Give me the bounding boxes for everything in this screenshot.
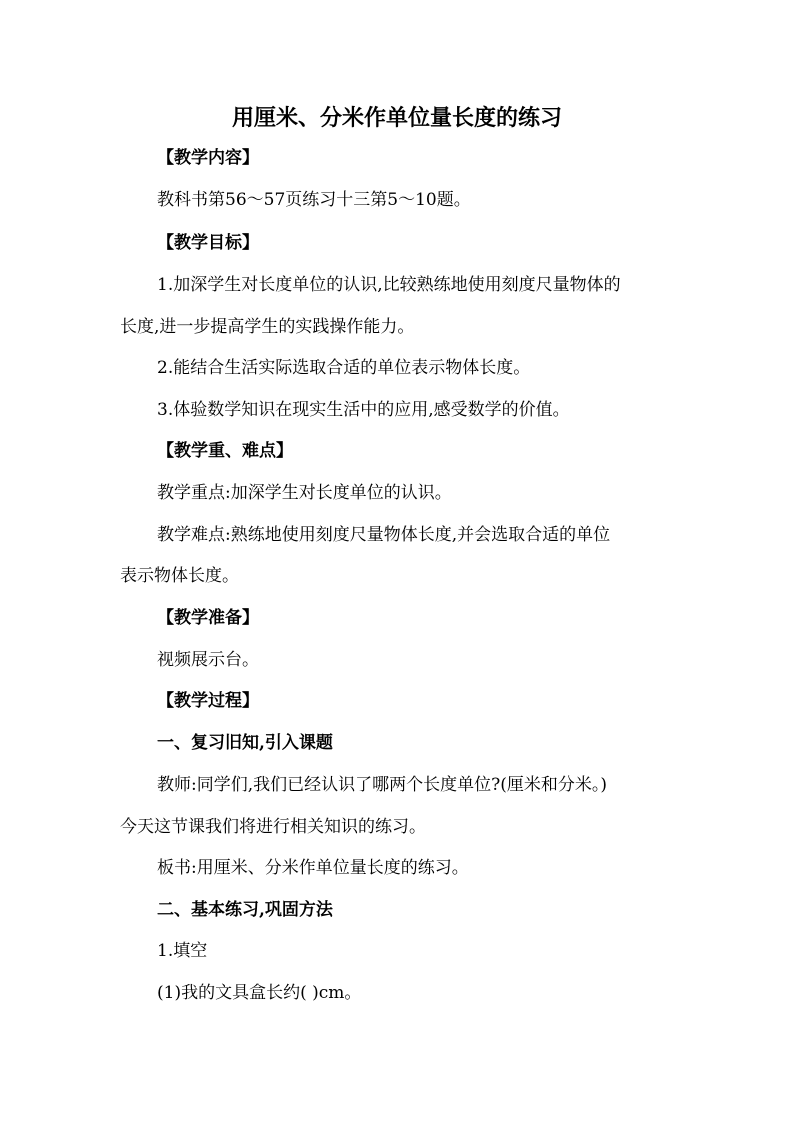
goal-3: 3.体验数学知识在现实生活中的应用,感受数学的价值。 [157,400,570,420]
step-2-heading: 二、基本练习,巩固方法 [157,900,333,920]
section-heading-key-points: 【教学重、难点】 [157,441,293,461]
section-heading-goals: 【教学目标】 [157,233,259,253]
document-title: 用厘米、分米作单位量长度的练习 [231,105,562,131]
exercise-1-heading: 1.填空 [157,941,208,961]
step-1-board: 板书:用厘米、分米作单位量长度的练习。 [157,858,469,878]
preparation-text: 视频展示台。 [157,650,259,670]
section-heading-content: 【教学内容】 [157,148,259,168]
key-point: 教学重点:加深学生对长度单位的认识。 [157,483,452,503]
section-heading-process: 【教学过程】 [157,691,259,711]
content-text: 教科书第56～57页练习十三第5～10题。 [157,190,471,210]
step-1-line-2: 今天这节课我们将进行相关知识的练习。 [120,817,426,837]
section-heading-preparation: 【教学准备】 [157,608,259,628]
difficult-point-line-1: 教学难点:熟练地使用刻度尺量物体长度,并会选取合适的单位 [157,525,611,545]
step-1-heading: 一、复习旧知,引入课题 [157,733,333,753]
difficult-point-line-2: 表示物体长度。 [120,566,239,586]
step-1-line-1: 教师:同学们,我们已经认识了哪两个长度单位?(厘米和分米。) [157,775,608,795]
goal-1-line-2: 长度,进一步提高学生的实践操作能力。 [120,317,415,337]
goal-1-line-1: 1.加深学生对长度单位的认识,比较熟练地使用刻度尺量物体的 [157,275,621,295]
goal-2: 2.能结合生活实际选取合适的单位表示物体长度。 [157,358,531,378]
exercise-1-item-1: (1)我的文具盒长约( )cm。 [157,983,362,1003]
